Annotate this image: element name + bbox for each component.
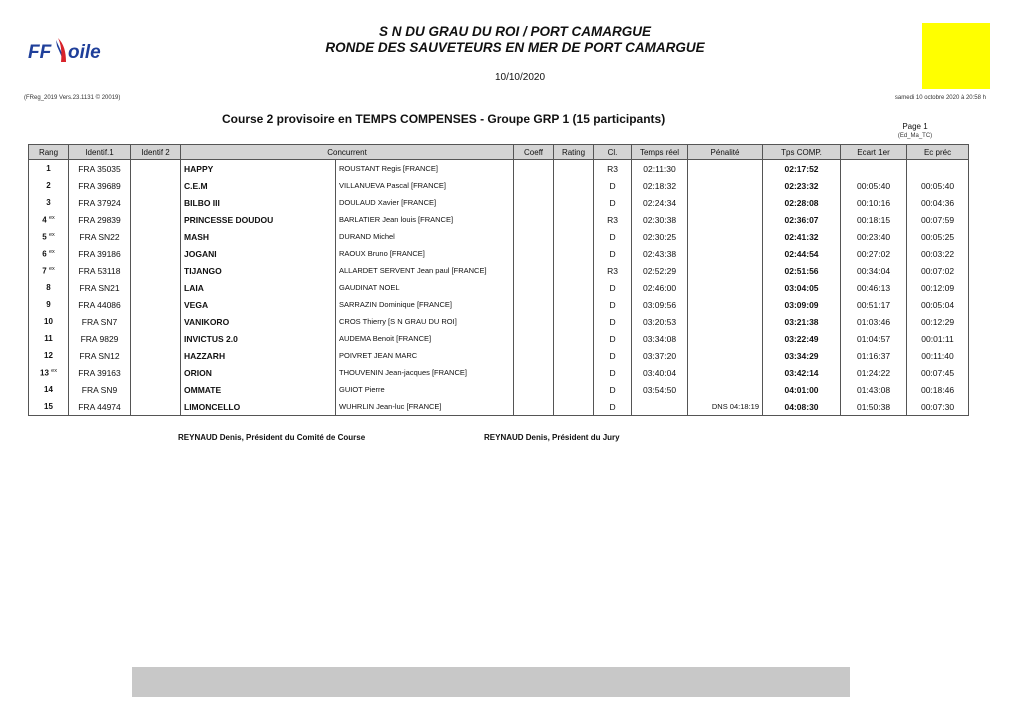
comp-time-cell: 04:01:00 <box>763 381 841 398</box>
coeff-cell <box>514 194 554 211</box>
identif1-cell: FRA 35035 <box>69 160 131 178</box>
col-rating: Rating <box>554 145 594 160</box>
class-cell: D <box>594 330 632 347</box>
identif2-cell <box>131 245 181 262</box>
comp-time-cell: 03:04:05 <box>763 279 841 296</box>
penalty-cell <box>688 313 763 330</box>
boat-name-cell: ORION <box>181 364 336 381</box>
boat-name-cell: OMMATE <box>181 381 336 398</box>
penalty-cell <box>688 296 763 313</box>
identif1-cell: FRA 37924 <box>69 194 131 211</box>
identif1-cell: FRA 53118 <box>69 262 131 279</box>
class-cell: D <box>594 381 632 398</box>
identif2-cell <box>131 228 181 245</box>
comp-time-cell: 03:21:38 <box>763 313 841 330</box>
identif2-cell <box>131 381 181 398</box>
rank-cell <box>29 347 69 364</box>
rank-cell <box>29 296 69 313</box>
identif2-cell <box>131 313 181 330</box>
table-row <box>29 313 969 330</box>
competitor-cell: ALLARDET SERVENT Jean paul [FRANCE] <box>336 262 514 279</box>
table-row <box>29 296 969 313</box>
boat-name-cell: JOGANI <box>181 245 336 262</box>
rating-cell <box>554 211 594 228</box>
rank-cell <box>29 364 69 381</box>
rank-number: 11 <box>44 334 53 343</box>
table-row <box>29 228 969 245</box>
yellow-highlight-box <box>922 23 990 89</box>
rank-number: 1 <box>46 164 51 173</box>
col-coeff: Coeff <box>514 145 554 160</box>
competitor-cell: WUHRLIN Jean-luc [FRANCE] <box>336 398 514 416</box>
rating-cell <box>554 398 594 416</box>
rank-number: 7 <box>42 266 47 276</box>
gap-first-cell: 00:27:02 <box>841 245 907 262</box>
identif1-cell: FRA 39163 <box>69 364 131 381</box>
rank-number: 10 <box>44 317 53 326</box>
competitor-cell: ROUSTANT Regis [FRANCE] <box>336 160 514 178</box>
coeff-cell <box>514 313 554 330</box>
coeff-cell <box>514 347 554 364</box>
competitor-cell: GAUDINAT NOEL <box>336 279 514 296</box>
class-cell: R3 <box>594 211 632 228</box>
table-row <box>29 381 969 398</box>
identif2-cell <box>131 398 181 416</box>
coeff-cell <box>514 177 554 194</box>
col-identif1: Identif.1 <box>69 145 131 160</box>
col-gap-prev: Ec préc <box>907 145 969 160</box>
edition-code: (Ed_Ma_TC) <box>897 133 933 139</box>
rating-cell <box>554 381 594 398</box>
footer-bar <box>132 667 850 697</box>
signature-course-committee: REYNAUD Denis, Président du Comité de Course <box>178 433 366 442</box>
rank-number: 8 <box>46 283 51 292</box>
rank-number: 15 <box>44 402 53 411</box>
competitor-cell: CROS Thierry [S N GRAU DU ROI] <box>336 313 514 330</box>
rank-number: 12 <box>44 351 53 360</box>
class-cell: D <box>594 194 632 211</box>
gap-prev-cell: 00:07:45 <box>907 364 969 381</box>
class-cell: D <box>594 279 632 296</box>
coeff-cell <box>514 211 554 228</box>
class-cell: R3 <box>594 160 632 178</box>
table-row <box>29 330 969 347</box>
boat-name-cell: HAPPY <box>181 160 336 178</box>
rank-cell <box>29 330 69 347</box>
class-cell: R3 <box>594 262 632 279</box>
ex-aequo-marker: ex <box>51 367 57 374</box>
real-time-cell: 03:20:53 <box>632 313 688 330</box>
table-row <box>29 160 969 178</box>
identif1-cell: FRA 44086 <box>69 296 131 313</box>
gap-prev-cell: 00:05:04 <box>907 296 969 313</box>
boat-name-cell: INVICTUS 2.0 <box>181 330 336 347</box>
class-cell: D <box>594 245 632 262</box>
event-date: 10/10/2020 <box>494 72 546 83</box>
rank-cell <box>29 245 69 262</box>
gap-first-cell: 00:23:40 <box>841 228 907 245</box>
competitor-cell: POIVRET JEAN MARC <box>336 347 514 364</box>
rating-cell <box>554 296 594 313</box>
rank-cell <box>29 313 69 330</box>
real-time-cell: 02:18:32 <box>632 177 688 194</box>
rank-cell <box>29 262 69 279</box>
boat-name-cell: BILBO III <box>181 194 336 211</box>
identif2-cell <box>131 296 181 313</box>
real-time-cell: 02:43:38 <box>632 245 688 262</box>
identif1-cell: FRA 9829 <box>69 330 131 347</box>
real-time-cell: 03:37:20 <box>632 347 688 364</box>
rank-number: 14 <box>44 385 53 394</box>
rank-cell <box>29 177 69 194</box>
boat-name-cell: VEGA <box>181 296 336 313</box>
identif1-cell: FRA 29839 <box>69 211 131 228</box>
competitor-cell: THOUVENIN Jean-jacques [FRANCE] <box>336 364 514 381</box>
penalty-cell <box>688 364 763 381</box>
rank-number: 6 <box>42 249 47 259</box>
competitor-cell: DOULAUD Xavier [FRANCE] <box>336 194 514 211</box>
comp-time-cell: 02:36:07 <box>763 211 841 228</box>
coeff-cell <box>514 296 554 313</box>
coeff-cell <box>514 245 554 262</box>
rating-cell <box>554 347 594 364</box>
boat-name-cell: PRINCESSE DOUDOU <box>181 211 336 228</box>
identif1-cell: FRA SN7 <box>69 313 131 330</box>
rank-number: 3 <box>46 198 51 207</box>
coeff-cell <box>514 160 554 178</box>
gap-prev-cell: 00:12:09 <box>907 279 969 296</box>
comp-time-cell: 03:22:49 <box>763 330 841 347</box>
table-row <box>29 245 969 262</box>
table-row <box>29 194 969 211</box>
ex-aequo-marker: ex <box>48 265 55 272</box>
table-row <box>29 211 969 228</box>
real-time-cell: 02:11:30 <box>632 160 688 178</box>
boat-name-cell: MASH <box>181 228 336 245</box>
penalty-cell <box>688 194 763 211</box>
real-time-cell: 02:52:29 <box>632 262 688 279</box>
ffvoile-logo <box>28 32 118 72</box>
identif1-cell: FRA SN21 <box>69 279 131 296</box>
rating-cell <box>554 279 594 296</box>
boat-name-cell: LAIA <box>181 279 336 296</box>
rating-cell <box>554 313 594 330</box>
competitor-cell: GUIOT Pierre <box>336 381 514 398</box>
gap-prev-cell: 00:07:30 <box>907 398 969 416</box>
rating-cell <box>554 177 594 194</box>
gap-first-cell: 00:46:13 <box>841 279 907 296</box>
penalty-cell <box>688 330 763 347</box>
penalty-cell <box>688 177 763 194</box>
real-time-cell: 03:54:50 <box>632 381 688 398</box>
penalty-cell <box>688 279 763 296</box>
gap-prev-cell: 00:12:29 <box>907 313 969 330</box>
col-penalty: Pénalité <box>688 145 763 160</box>
competitor-cell: AUDEMA Benoit [FRANCE] <box>336 330 514 347</box>
penalty-cell <box>688 262 763 279</box>
real-time-cell: 03:09:56 <box>632 296 688 313</box>
rating-cell <box>554 194 594 211</box>
penalty-cell <box>688 228 763 245</box>
identif2-cell <box>131 160 181 178</box>
gap-prev-cell: 00:07:59 <box>907 211 969 228</box>
gap-first-cell: 00:51:17 <box>841 296 907 313</box>
rank-cell <box>29 211 69 228</box>
class-cell: D <box>594 177 632 194</box>
identif1-cell: FRA SN22 <box>69 228 131 245</box>
rating-cell <box>554 364 594 381</box>
identif2-cell <box>131 177 181 194</box>
signature-jury: REYNAUD Denis, Président du Jury <box>484 433 620 442</box>
club-title: S N DU GRAU DU ROI / PORT CAMARGUE <box>378 24 651 39</box>
gap-first-cell: 01:50:38 <box>841 398 907 416</box>
gap-first-cell: 01:43:08 <box>841 381 907 398</box>
identif2-cell <box>131 262 181 279</box>
table-row <box>29 398 969 416</box>
gap-first-cell <box>841 160 907 178</box>
rank-number: 13 <box>40 368 49 378</box>
gap-prev-cell: 00:01:11 <box>907 330 969 347</box>
rank-cell <box>29 279 69 296</box>
rating-cell <box>554 228 594 245</box>
rating-cell <box>554 330 594 347</box>
event-title: RONDE DES SAUVETEURS EN MER DE PORT CAMARGUE <box>325 40 705 55</box>
gap-prev-cell: 00:18:46 <box>907 381 969 398</box>
gap-first-cell: 01:24:22 <box>841 364 907 381</box>
competitor-cell: SARRAZIN Dominique [FRANCE] <box>336 296 514 313</box>
gap-first-cell: 01:03:46 <box>841 313 907 330</box>
coeff-cell <box>514 364 554 381</box>
class-cell: D <box>594 228 632 245</box>
gap-first-cell: 00:18:15 <box>841 211 907 228</box>
print-timestamp: samedi 10 octobre 2020 à 20:58 h <box>894 95 986 101</box>
competitor-cell: RAOUX Bruno [FRANCE] <box>336 245 514 262</box>
boat-name-cell: TIJANGO <box>181 262 336 279</box>
boat-name-cell: C.E.M <box>181 177 336 194</box>
competitor-cell: VILLANUEVA Pascal [FRANCE] <box>336 177 514 194</box>
gap-prev-cell: 00:05:25 <box>907 228 969 245</box>
col-comp-time: Tps COMP. <box>763 145 841 160</box>
real-time-cell: 02:30:25 <box>632 228 688 245</box>
gap-prev-cell: 00:03:22 <box>907 245 969 262</box>
boat-name-cell: LIMONCELLO <box>181 398 336 416</box>
coeff-cell <box>514 398 554 416</box>
col-real-time: Temps réel <box>632 145 688 160</box>
real-time-cell: 03:40:04 <box>632 364 688 381</box>
class-cell: D <box>594 398 632 416</box>
comp-time-cell: 03:42:14 <box>763 364 841 381</box>
coeff-cell <box>514 330 554 347</box>
penalty-cell <box>688 211 763 228</box>
identif2-cell <box>131 194 181 211</box>
comp-time-cell: 02:44:54 <box>763 245 841 262</box>
class-cell: D <box>594 296 632 313</box>
competitor-cell: BARLATIER Jean louis [FRANCE] <box>336 211 514 228</box>
class-cell: D <box>594 347 632 364</box>
identif2-cell <box>131 364 181 381</box>
ffvoile-logo-icon <box>28 32 118 72</box>
real-time-cell: 02:46:00 <box>632 279 688 296</box>
gap-first-cell: 00:34:04 <box>841 262 907 279</box>
comp-time-cell: 03:34:29 <box>763 347 841 364</box>
rank-cell <box>29 381 69 398</box>
comp-time-cell: 03:09:09 <box>763 296 841 313</box>
penalty-cell <box>688 381 763 398</box>
identif1-cell: FRA 39689 <box>69 177 131 194</box>
comp-time-cell: 02:17:52 <box>763 160 841 178</box>
col-rank: Rang <box>29 145 69 160</box>
identif1-cell: FRA SN9 <box>69 381 131 398</box>
svg-text:FF: FF <box>28 42 52 63</box>
class-cell: D <box>594 364 632 381</box>
competitor-cell: DURAND Michel <box>336 228 514 245</box>
identif1-cell: FRA 39186 <box>69 245 131 262</box>
identif1-cell: FRA 44974 <box>69 398 131 416</box>
gap-prev-cell <box>907 160 969 178</box>
software-version: (FReg_2019 Vers.23.1131 © 20019) <box>24 95 121 101</box>
comp-time-cell: 02:28:08 <box>763 194 841 211</box>
penalty-cell: DNS 04:18:19 <box>688 398 763 416</box>
ex-aequo-marker: ex <box>48 248 55 255</box>
gap-prev-cell: 00:11:40 <box>907 347 969 364</box>
boat-name-cell: VANIKORO <box>181 313 336 330</box>
table-row <box>29 364 969 381</box>
col-concurrent: Concurrent <box>181 145 514 160</box>
rank-number: 5 <box>42 232 47 242</box>
boat-name-cell: HAZZARH <box>181 347 336 364</box>
gap-prev-cell: 00:05:40 <box>907 177 969 194</box>
rank-cell <box>29 228 69 245</box>
gap-first-cell: 00:10:16 <box>841 194 907 211</box>
rating-cell <box>554 245 594 262</box>
rank-number: 4 <box>42 215 47 225</box>
comp-time-cell: 02:51:56 <box>763 262 841 279</box>
coeff-cell <box>514 228 554 245</box>
table-row <box>29 347 969 364</box>
identif2-cell <box>131 279 181 296</box>
results-table <box>28 144 969 416</box>
race-title: Course 2 provisoire en TEMPS COMPENSES - Groupe GRP 1 (15 participants) <box>222 112 666 126</box>
identif2-cell <box>131 211 181 228</box>
table-row <box>29 262 969 279</box>
page-number: Page 1 <box>902 122 928 131</box>
table-header-row <box>29 145 969 160</box>
ex-aequo-marker: ex <box>48 231 55 238</box>
rank-cell <box>29 398 69 416</box>
class-cell: D <box>594 313 632 330</box>
coeff-cell <box>514 279 554 296</box>
identif2-cell <box>131 347 181 364</box>
gap-prev-cell: 00:04:36 <box>907 194 969 211</box>
coeff-cell <box>514 262 554 279</box>
rank-number: 9 <box>46 300 51 309</box>
ex-aequo-marker: ex <box>48 214 55 221</box>
rating-cell <box>554 262 594 279</box>
real-time-cell: 02:24:34 <box>632 194 688 211</box>
penalty-cell <box>688 245 763 262</box>
real-time-cell: 03:34:08 <box>632 330 688 347</box>
identif1-cell: FRA SN12 <box>69 347 131 364</box>
comp-time-cell: 02:23:32 <box>763 177 841 194</box>
col-identif2: Identif 2 <box>131 145 181 160</box>
identif2-cell <box>131 330 181 347</box>
penalty-cell <box>688 347 763 364</box>
comp-time-cell: 04:08:30 <box>763 398 841 416</box>
rank-cell <box>29 160 69 178</box>
svg-text:oile: oile <box>68 42 101 63</box>
table-row <box>29 177 969 194</box>
rank-cell <box>29 194 69 211</box>
gap-first-cell: 01:04:57 <box>841 330 907 347</box>
penalty-cell <box>688 160 763 178</box>
col-class: Cl. <box>594 145 632 160</box>
comp-time-cell: 02:41:32 <box>763 228 841 245</box>
rank-number: 2 <box>46 181 51 190</box>
real-time-cell: 02:30:38 <box>632 211 688 228</box>
real-time-cell <box>632 398 688 416</box>
gap-first-cell: 01:16:37 <box>841 347 907 364</box>
rating-cell <box>554 160 594 178</box>
gap-first-cell: 00:05:40 <box>841 177 907 194</box>
coeff-cell <box>514 381 554 398</box>
table-row <box>29 279 969 296</box>
col-gap-first: Ecart 1er <box>841 145 907 160</box>
gap-prev-cell: 00:07:02 <box>907 262 969 279</box>
